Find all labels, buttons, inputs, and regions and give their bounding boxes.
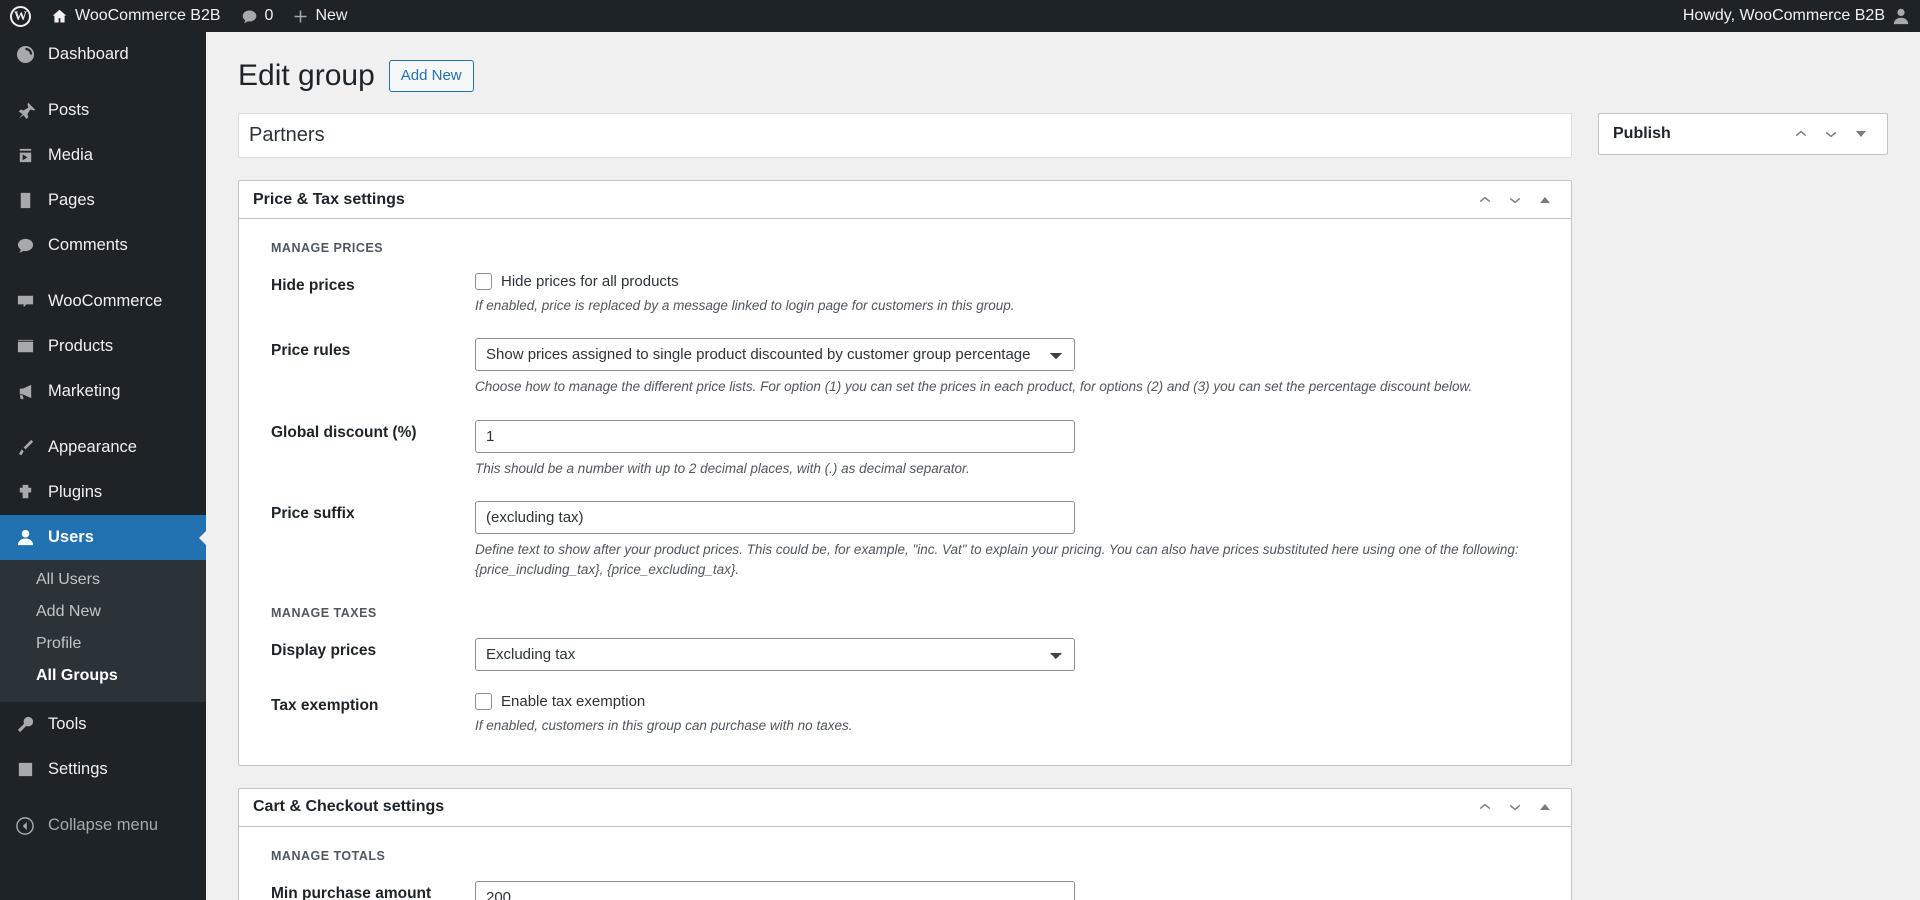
settings-icon: [14, 760, 36, 779]
sidebar-item-label: Pages: [48, 191, 95, 209]
toggle-panel-icon[interactable]: [1531, 792, 1559, 822]
min-purchase-input[interactable]: [475, 881, 1075, 900]
price-suffix-row: [257, 501, 1555, 581]
comments-menu[interactable]: [231, 0, 284, 32]
comments-count: 0: [264, 7, 274, 24]
sidebar-item-label: Posts: [48, 101, 90, 119]
tax-exemption-row: [257, 693, 1555, 736]
hide-prices-row: [257, 273, 1555, 316]
collapse-menu-label: Collapse menu: [48, 816, 159, 834]
megaphone-icon: [14, 382, 36, 401]
sidebar-item-woocommerce[interactable]: [0, 279, 206, 324]
page-title: Edit group: [238, 59, 375, 92]
users-submenu: [0, 560, 206, 702]
sidebar-item-label: Dashboard: [48, 45, 129, 63]
hide-prices-description: If enabled, price is replaced by a message linked to login page for customers in this group.: [475, 298, 1015, 313]
price-suffix-label: Price suffix: [271, 504, 355, 522]
wp-logo-menu[interactable]: [0, 0, 41, 32]
sidebar-item-label: Marketing: [48, 382, 121, 400]
media-icon: [14, 146, 36, 165]
sidebar-item-label: WooCommerce: [48, 292, 163, 310]
new-content-label: New: [315, 7, 348, 24]
avatar: [1892, 7, 1910, 25]
comment-icon: [14, 236, 36, 255]
group-title-wrap: [238, 113, 1572, 158]
price-rules-select[interactable]: [475, 338, 1075, 371]
price-suffix-description: Define text to show after your product prices. This could be, for example, "inc. Vat" to explain your pricing. You can also have prices substituted here using one of the following: {price_including_tax}, {price_excluding_tax}.: [475, 541, 1519, 577]
site-name-menu[interactable]: [41, 0, 231, 32]
cart-checkout-settings-header: [239, 789, 1571, 827]
move-down-icon[interactable]: [1501, 792, 1529, 822]
display-prices-row: [257, 638, 1555, 671]
my-account-menu[interactable]: [1673, 0, 1920, 32]
tax-exemption-checkbox-label: Enable tax exemption: [501, 693, 646, 711]
users-icon: [14, 528, 36, 547]
comment-bubble-icon: [241, 8, 258, 25]
tools-icon: [14, 715, 36, 734]
submenu-item-all-users[interactable]: All Users: [36, 571, 101, 588]
new-content-menu[interactable]: [283, 0, 357, 32]
sidebar-item-pages[interactable]: [0, 178, 206, 223]
cart-checkout-settings-title: Cart & Checkout settings: [253, 798, 445, 815]
hide-prices-checkbox[interactable]: [475, 273, 492, 290]
sidebar-item-appearance[interactable]: [0, 425, 206, 470]
move-down-icon[interactable]: [1817, 119, 1845, 149]
brush-icon: [14, 438, 36, 457]
sidebar-item-products[interactable]: [0, 324, 206, 369]
woocommerce-icon: [14, 292, 36, 311]
publish-box-title: Publish: [1613, 125, 1671, 142]
admin-bar: [0, 0, 1920, 32]
price-tax-settings-title: Price & Tax settings: [253, 190, 405, 208]
sidebar-item-comments[interactable]: [0, 223, 206, 268]
add-new-button[interactable]: Add New: [389, 60, 474, 92]
move-up-icon[interactable]: [1471, 185, 1499, 215]
sidebar-item-dashboard[interactable]: [0, 32, 206, 77]
plugin-icon: [14, 483, 36, 502]
sidebar-item-label: Media: [48, 146, 93, 164]
sidebar-item-tools[interactable]: [0, 702, 206, 747]
tax-exemption-checkbox[interactable]: [475, 693, 492, 710]
tax-exemption-description: If enabled, customers in this group can purchase with no taxes.: [475, 718, 853, 734]
admin-sidebar: [0, 32, 206, 900]
sidebar-item-label: Settings: [48, 760, 108, 778]
submenu-item-profile[interactable]: Profile: [36, 635, 82, 652]
howdy-label: Howdy, WooCommerce B2B: [1682, 7, 1885, 24]
display-prices-label: Display prices: [271, 642, 377, 660]
sidebar-item-users[interactable]: [0, 515, 206, 560]
global-discount-input[interactable]: [475, 420, 1075, 453]
min-purchase-row: [257, 881, 1555, 900]
publish-box: [1598, 113, 1888, 155]
plus-icon: [293, 9, 308, 24]
submenu-item-all-groups[interactable]: All Groups: [36, 667, 118, 684]
toggle-panel-icon[interactable]: [1531, 185, 1559, 215]
page-icon: [14, 191, 36, 210]
main-content: [206, 32, 1920, 900]
global-discount-row: [257, 420, 1555, 479]
global-discount-label: Global discount (%): [271, 423, 417, 441]
display-prices-select[interactable]: [475, 638, 1075, 671]
site-name-label: WooCommerce B2B: [75, 7, 221, 24]
price-suffix-input[interactable]: [475, 501, 1075, 534]
global-discount-description: This should be a number with up to 2 decimal places, with (.) as decimal separator.: [475, 460, 970, 476]
submenu-item-add-new[interactable]: Add New: [36, 603, 101, 620]
price-rules-row: [257, 338, 1555, 397]
price-rules-label: Price rules: [271, 342, 351, 360]
sidebar-item-marketing[interactable]: [0, 369, 206, 414]
move-up-icon[interactable]: [1471, 792, 1499, 822]
price-tax-settings-box: [238, 180, 1572, 766]
publish-box-header: [1599, 114, 1887, 154]
price-rules-description: Choose how to manage the different price lists. For option (1) you can set the prices in each product, for options (2) and (3) you can set the percentage discount below.: [475, 379, 1473, 395]
group-title-input[interactable]: [239, 114, 1571, 157]
sidebar-item-posts[interactable]: [0, 88, 206, 133]
cart-checkout-settings-box: [238, 788, 1572, 900]
pin-icon: [14, 101, 36, 120]
min-purchase-label: Min purchase amount: [271, 884, 432, 900]
wordpress-logo-icon: [10, 6, 31, 27]
page-header: [238, 56, 1888, 95]
manage-totals-label: MANAGE TOTALS: [271, 848, 386, 863]
sidebar-item-label: Products: [48, 337, 114, 355]
move-down-icon[interactable]: [1501, 185, 1529, 215]
collapse-arrow-icon: [14, 817, 36, 835]
house-icon: [51, 8, 68, 25]
manage-prices-label: MANAGE PRICES: [271, 241, 384, 255]
sidebar-item-label: Appearance: [48, 438, 137, 456]
dashboard-icon: [14, 45, 36, 64]
sidebar-item-label: Tools: [48, 715, 87, 733]
sidebar-item-plugins[interactable]: [0, 470, 206, 515]
hide-prices-checkbox-label: Hide prices for all products: [501, 273, 679, 290]
tax-exemption-label: Tax exemption: [271, 697, 379, 715]
sidebar-item-label: Users: [48, 528, 94, 546]
sidebar-item-label: Plugins: [48, 483, 103, 501]
sidebar-item-media[interactable]: [0, 133, 206, 178]
move-up-icon[interactable]: [1787, 119, 1815, 149]
manage-taxes-label: MANAGE TAXES: [271, 606, 377, 621]
toggle-panel-icon[interactable]: [1847, 119, 1875, 149]
collapse-menu-button[interactable]: [0, 803, 206, 848]
sidebar-item-label: Comments: [48, 236, 128, 254]
products-icon: [14, 337, 36, 356]
hide-prices-label: Hide prices: [271, 277, 355, 294]
sidebar-item-settings[interactable]: [0, 747, 206, 792]
price-tax-settings-header: [239, 181, 1571, 219]
